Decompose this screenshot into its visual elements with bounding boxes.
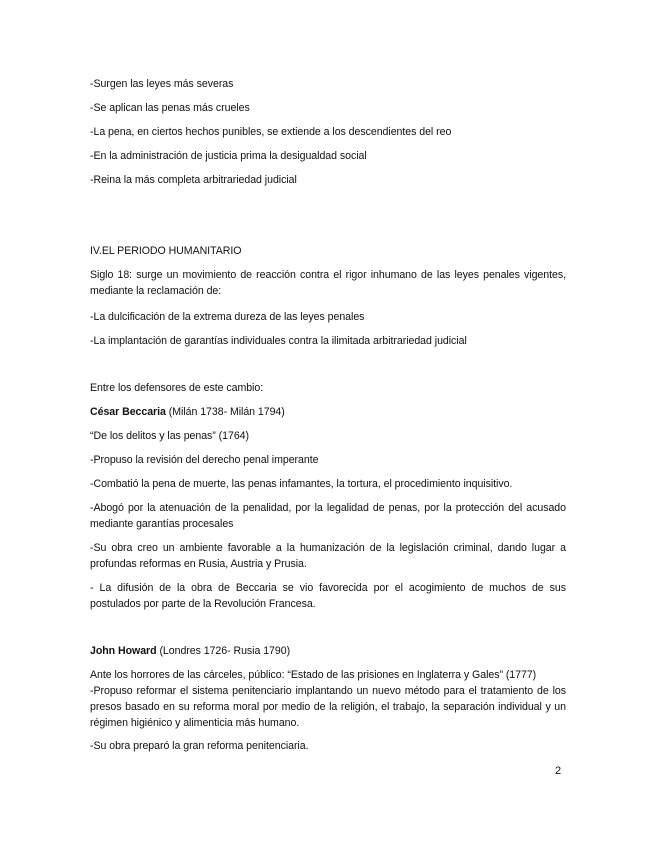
intro-paragraph: Siglo 18: surge un movimiento de reacción contra el rigor inhumano de las leyes penales vigentes, mediante la reclamación de: xyxy=(90,269,566,297)
page-number: 2 xyxy=(555,765,562,777)
howard-dates: (Londres 1726- Rusia 1790) xyxy=(156,645,291,657)
howard-heading xyxy=(90,643,566,659)
beccaria-point: -Combatió la pena de muerte, las penas infamantes, la tortura, el procedimiento inquisitivo. xyxy=(90,478,513,490)
claim-item: -La implantación de garantías individuales contra la ilimitada arbitrariedad judicial xyxy=(90,335,467,347)
beccaria-point: - La difusión de la obra de Beccaria se vio favorecida por el acogimiento de muchos de sus postulados por parte de la Revolución Francesa. xyxy=(90,582,566,610)
beccaria-work: “De los delitos y las penas” (1764) xyxy=(90,430,249,442)
list-item: -Surgen las leyes más severas xyxy=(90,78,234,90)
howard-legacy: -Su obra preparó la gran reforma penitenciaria. xyxy=(90,740,309,752)
howard-name: John Howard xyxy=(90,645,157,657)
section-heading: IV.EL PERIODO HUMANITARIO xyxy=(90,245,242,257)
beccaria-dates: (Milán 1738- Milán 1794) xyxy=(165,406,285,418)
list-item: -Se aplican las penas más crueles xyxy=(90,102,250,114)
beccaria-point: -Propuso la revisión del derecho penal imperante xyxy=(90,454,319,466)
claim-item: -La dulcificación de la extrema dureza de las leyes penales xyxy=(90,311,365,323)
beccaria-point: -Abogó por la atenuación de la penalidad, por la legalidad de penas, por la protección del acusado mediante garantías procesales xyxy=(90,502,566,530)
beccaria-point: -Su obra creo un ambiente favorable a la humanización de la legislación criminal, dando lugar a profundas reformas en Rusia, Austria y Prusia. xyxy=(90,542,566,570)
howard-intro: Ante los horrores de las cárceles, público: “Estado de las prisiones en Inglaterra y Gales” (1777) xyxy=(90,669,537,681)
beccaria-heading xyxy=(90,404,566,420)
beccaria-name: César Beccaria xyxy=(90,406,166,418)
list-item: -En la administración de justicia prima la desigualdad social xyxy=(90,150,367,162)
list-item: -Reina la más completa arbitrariedad judicial xyxy=(90,174,297,186)
defenders-intro: Entre los defensores de este cambio: xyxy=(90,382,264,394)
list-item: -La pena, en ciertos hechos punibles, se extiende a los descendientes del reo xyxy=(90,126,452,138)
howard-reform: -Propuso reformar el sistema penitenciario implantando un nuevo método para el tratamiento de los presos basado en su reforma moral por medio de la religión, el trabajo, la separación individual y un régimen higiénico y alimenticia más humano. xyxy=(90,685,566,729)
